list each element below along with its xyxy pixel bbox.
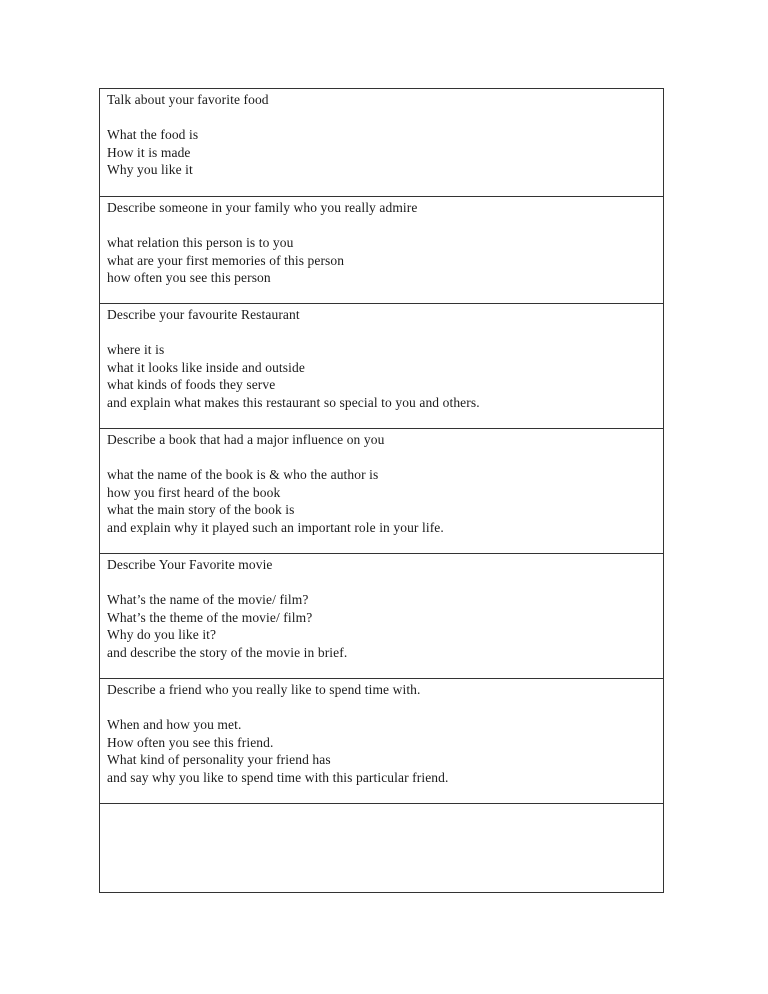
prompt-line: What kind of personality your friend has	[107, 752, 331, 768]
cue-card-row	[100, 89, 664, 197]
card-title: Describe your favourite Restaurant	[107, 307, 300, 322]
card-title: Talk about your favorite food	[107, 92, 269, 107]
cue-card-row	[100, 197, 664, 304]
cue-card	[100, 197, 664, 304]
prompt-line: and explain why it played such an important role in your life.	[107, 519, 444, 535]
cue-card	[100, 554, 664, 679]
cue-card	[100, 89, 664, 197]
prompt-line: what the name of the book is & who the author is	[107, 467, 379, 483]
cue-card-row	[100, 804, 664, 893]
cue-card-row	[100, 679, 664, 804]
card-title: Describe someone in your family who you really admire	[107, 200, 418, 215]
prompt-line: Why do you like it?	[107, 627, 217, 643]
prompt-line: what it looks like inside and outside	[107, 359, 305, 375]
prompt-line: how often you see this person	[107, 270, 271, 286]
cue-card-row	[100, 304, 664, 429]
prompt-line: what kinds of foods they serve	[107, 377, 276, 393]
empty-cue-card	[100, 804, 664, 893]
cue-card	[100, 679, 664, 804]
card-title: Describe Your Favorite movie	[107, 557, 273, 572]
prompt-line: Why you like it	[107, 162, 193, 178]
prompt-line: How it is made	[107, 144, 191, 160]
prompt-line: and explain what makes this restaurant so special to you and others.	[107, 394, 480, 410]
prompt-line: What’s the name of the movie/ film?	[107, 592, 309, 608]
prompt-line: and say why you like to spend time with this particular friend.	[107, 769, 449, 785]
prompt-line: When and how you met.	[107, 717, 242, 733]
prompt-line: what are your first memories of this person	[107, 252, 345, 268]
prompt-line: how you first heard of the book	[107, 484, 281, 500]
prompt-line: what relation this person is to you	[107, 235, 294, 251]
prompt-line: What the food is	[107, 127, 199, 143]
prompt-line: and describe the story of the movie in brief.	[107, 644, 348, 660]
cue-card	[100, 304, 664, 429]
prompt-line: what the main story of the book is	[107, 502, 295, 518]
card-title: Describe a friend who you really like to spend time with.	[107, 682, 421, 697]
cue-card-row	[100, 554, 664, 679]
prompt-line: What’s the theme of the movie/ film?	[107, 609, 313, 625]
card-title: Describe a book that had a major influence on you	[107, 432, 385, 447]
prompt-line: where it is	[107, 342, 165, 358]
prompt-line: How often you see this friend.	[107, 734, 274, 750]
cue-card-row	[100, 429, 664, 554]
cue-card-table	[99, 88, 664, 893]
cue-card	[100, 429, 664, 554]
